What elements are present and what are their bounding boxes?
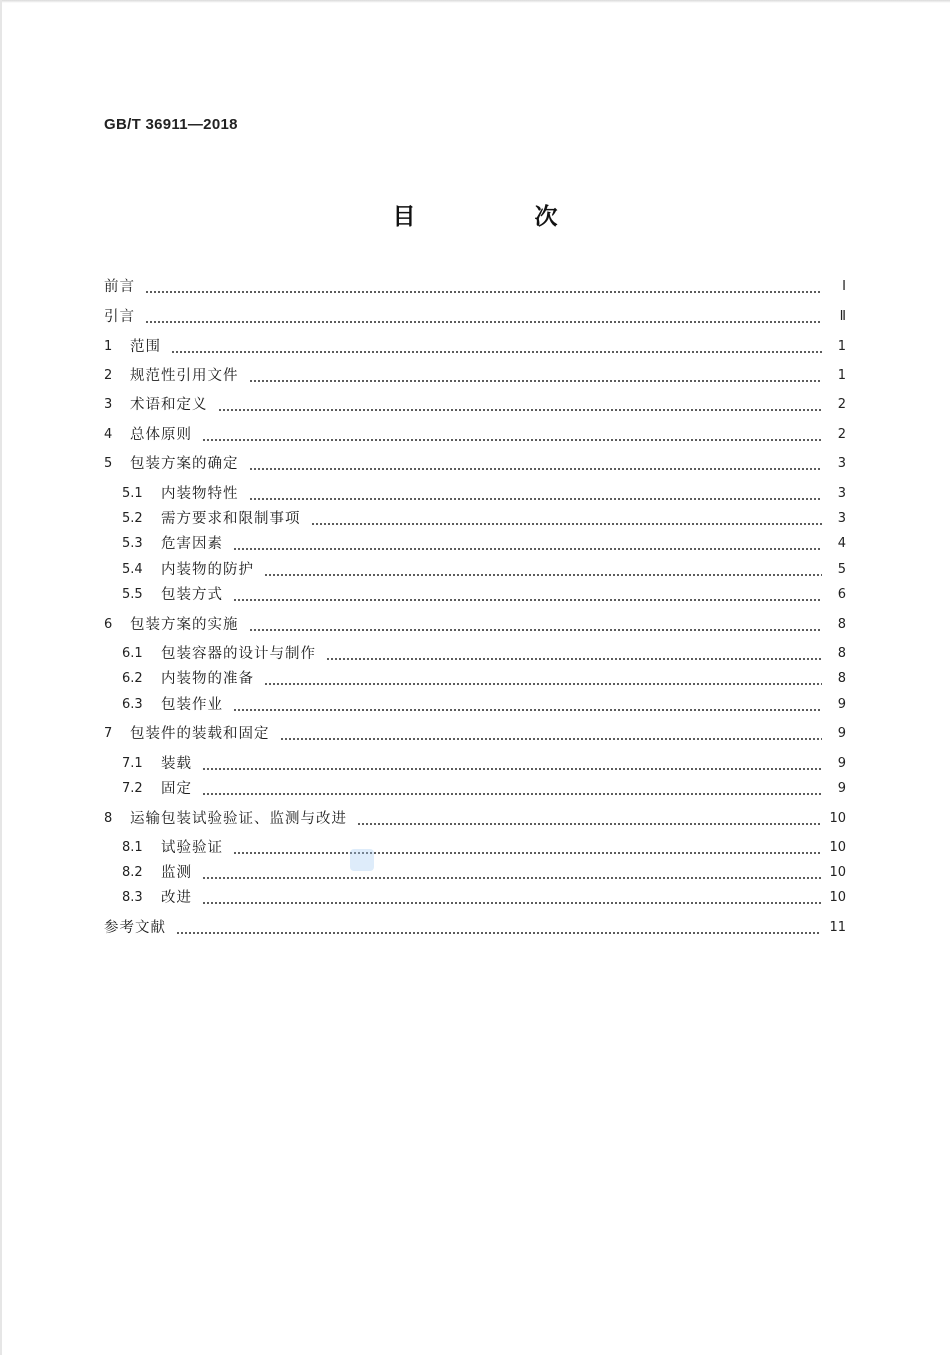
toc-entry-label: 包装方式 (161, 587, 223, 603)
toc-entry-page-number: 8 (837, 617, 846, 632)
toc-dot-leader (233, 533, 822, 555)
toc-dot-leader (249, 453, 823, 475)
toc-dot-leader (280, 723, 823, 745)
toc-entry-label: 包装件的装载和固定 (130, 726, 270, 742)
toc-entry[interactable] (122, 887, 846, 909)
toc-entry[interactable] (104, 394, 846, 416)
toc-entry-page-number: 5 (837, 562, 846, 577)
toc-dot-leader (326, 643, 822, 665)
toc-entry-page-number: 9 (837, 726, 846, 741)
toc-entry-number: 1 (104, 339, 113, 354)
toc-entry-number: 6.1 (122, 646, 143, 661)
toc-dot-leader (311, 508, 823, 530)
toc-entry-page-number: 8 (837, 646, 846, 661)
toc-entry-number: 4 (104, 427, 113, 442)
watermark-mark (350, 849, 374, 871)
toc-dot-leader (233, 584, 822, 606)
toc-entry-number: 5.3 (122, 536, 143, 551)
toc-entry-number: 8.2 (122, 865, 143, 880)
toc-entry-label: 需方要求和限制事项 (161, 511, 301, 527)
toc-entry-label: 改进 (161, 890, 192, 906)
toc-entry-number: 7.1 (122, 756, 143, 771)
toc-entry-label: 前言 (104, 279, 135, 295)
toc-dot-leader (202, 862, 821, 884)
toc-entry[interactable] (122, 694, 846, 716)
toc-entry-number: 8.1 (122, 840, 143, 855)
toc-entry-page-number: 10 (829, 890, 846, 905)
toc-dot-leader (202, 753, 822, 775)
toc-entry[interactable] (122, 753, 846, 775)
toc-entry-page-number: 9 (837, 697, 846, 712)
toc-entry[interactable] (122, 862, 846, 884)
toc-entry-label: 内装物的防护 (161, 562, 254, 578)
toc-entry-page-number: 2 (837, 397, 846, 412)
toc-entry-number: 5 (104, 456, 113, 471)
toc-entry-number: 6 (104, 617, 113, 632)
toc-entry-page-number: 6 (837, 587, 846, 602)
toc-entry-page-number: 8 (837, 671, 846, 686)
toc-entry[interactable] (122, 668, 846, 690)
toc-entry[interactable] (104, 808, 846, 830)
toc-entry-page-number: 10 (829, 811, 846, 826)
toc-dot-leader (145, 306, 822, 328)
toc-entry[interactable] (104, 614, 846, 636)
toc-entry-page-number: 10 (829, 840, 846, 855)
toc-entry-number: 8 (104, 811, 113, 826)
toc-entry-page-number: 1 (837, 368, 846, 383)
toc-entry-page-number: 11 (829, 920, 846, 935)
toc-entry-page-number: Ⅰ (842, 279, 846, 294)
toc-entry-number: 3 (104, 397, 113, 412)
toc-entry-page-number: 10 (829, 865, 846, 880)
toc-entry-page-number: 9 (837, 756, 846, 771)
toc-entry-label: 危害因素 (161, 536, 223, 552)
toc-entry[interactable] (122, 508, 846, 530)
toc-entry-label: 运输包装试验验证、监测与改进 (130, 811, 347, 827)
toc-entry-label: 包装作业 (161, 697, 223, 713)
toc-entry-number: 7 (104, 726, 113, 741)
toc-entry-number: 5.1 (122, 486, 143, 501)
toc-entry-page-number: Ⅱ (839, 309, 846, 324)
toc-dot-leader (249, 614, 823, 636)
toc-entry-page-number: 2 (837, 427, 846, 442)
toc-entry-label: 包装容器的设计与制作 (161, 646, 316, 662)
toc-dot-leader (233, 837, 821, 859)
toc-entry[interactable] (122, 778, 846, 800)
toc-entry-label: 内装物的准备 (161, 671, 254, 687)
toc-entry-number: 6.2 (122, 671, 143, 686)
toc-entry-label: 总体原则 (130, 427, 192, 443)
toc-entry-number: 7.2 (122, 781, 143, 796)
toc-title: 目 次 (392, 204, 606, 230)
toc-entry-label: 引言 (104, 309, 135, 325)
toc-entry[interactable] (104, 336, 846, 358)
toc-entry[interactable] (122, 559, 846, 581)
toc-entry-number: 5.2 (122, 511, 143, 526)
toc-entry-number: 8.3 (122, 890, 143, 905)
toc-entry-label: 术语和定义 (130, 397, 208, 413)
toc-dot-leader (218, 394, 823, 416)
toc-dot-leader (202, 778, 822, 800)
toc-entry-page-number: 3 (837, 456, 846, 471)
toc-entry-page-number: 9 (837, 781, 846, 796)
toc-entry-label: 内装物特性 (161, 486, 239, 502)
toc-entry-label: 包装方案的实施 (130, 617, 239, 633)
standard-code: GB/T 36911—2018 (104, 116, 238, 133)
toc-entry[interactable] (104, 306, 846, 328)
toc-entry-label: 规范性引用文件 (130, 368, 239, 384)
toc-entry-label: 监测 (161, 865, 192, 881)
toc-entry[interactable] (122, 483, 846, 505)
toc-dot-leader (233, 694, 822, 716)
toc-entry-page-number: 3 (837, 486, 846, 501)
toc-entry-page-number: 3 (837, 511, 846, 526)
toc-entry-number: 6.3 (122, 697, 143, 712)
toc-entry-number: 2 (104, 368, 113, 383)
toc-entry[interactable] (122, 837, 846, 859)
toc-entry[interactable] (122, 533, 846, 555)
toc-entry[interactable] (104, 723, 846, 745)
toc-dot-leader (202, 424, 822, 446)
toc-dot-leader (145, 276, 822, 298)
toc-entry-label: 参考文献 (104, 920, 166, 936)
toc-entry[interactable] (104, 365, 846, 387)
toc-entry[interactable] (122, 584, 846, 606)
toc-entry-page-number: 1 (837, 339, 846, 354)
toc-entry[interactable] (104, 917, 846, 939)
toc-entry-label: 固定 (161, 781, 192, 797)
toc-entry-label: 试验验证 (161, 840, 223, 856)
toc-entry-label: 装载 (161, 756, 192, 772)
toc-entry-page-number: 4 (837, 536, 846, 551)
toc-dot-leader (171, 336, 822, 358)
toc-dot-leader (264, 668, 822, 690)
toc-entry-number: 5.4 (122, 562, 143, 577)
toc-dot-leader (202, 887, 821, 909)
toc-entry[interactable] (104, 276, 846, 298)
toc-entry[interactable] (104, 453, 846, 475)
toc-entry-label: 包装方案的确定 (130, 456, 239, 472)
toc-entry-number: 5.5 (122, 587, 143, 602)
toc-dot-leader (357, 808, 821, 830)
toc-dot-leader (249, 483, 823, 505)
toc-dot-leader (264, 559, 822, 581)
toc-entry[interactable] (104, 424, 846, 446)
page-top-edge (0, 0, 950, 3)
toc-dot-leader (176, 917, 821, 939)
toc-entry-label: 范围 (130, 339, 161, 355)
toc-entry[interactable] (122, 643, 846, 665)
toc-dot-leader (249, 365, 823, 387)
